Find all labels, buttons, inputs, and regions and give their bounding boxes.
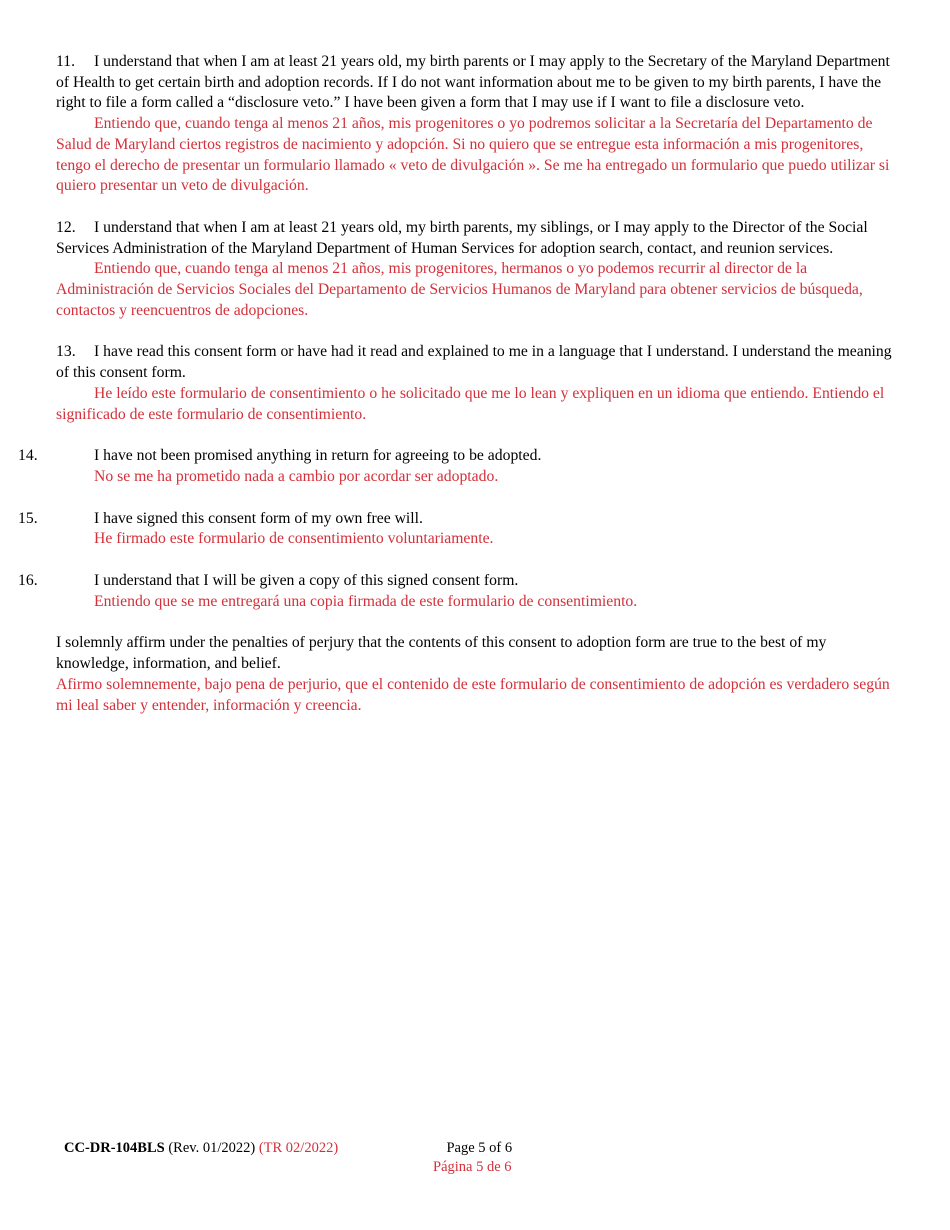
- clause-16-number: 16.: [18, 572, 38, 590]
- affirmation-spanish: Afirmo solemnemente, bajo pena de perjurio, que el contenido de este formulario de consentimiento de adopción es verdadero según mi leal saber y entender, información y creencia.: [56, 675, 890, 714]
- clause-11-english: [56, 52, 892, 114]
- clause-15-english: [18, 509, 892, 530]
- clause-14-english-text: I have not been promised anything in return for agreeing to be adopted.: [94, 447, 542, 465]
- clause-13-spanish: He leído este formulario de consentimiento o he solicitado que me lo lean y expliquen en un idioma que entiendo. Entiendo el significado de este formulario de consentimiento.: [56, 384, 885, 423]
- clause-16-english-text: I understand that I will be given a copy of this signed consent form.: [94, 572, 519, 590]
- clause-15-spanish: He firmado este formulario de consentimiento voluntariamente.: [94, 530, 494, 548]
- clause-13-english-text: I have read this consent form or have had it read and explained to me in a language that I understand. I understand the meaning of this consent form.: [56, 343, 892, 382]
- page-number-spanish: Página 5 de 6: [433, 1158, 512, 1175]
- clause-14-spanish: No se me ha prometido nada a cambio por acordar ser adoptado.: [94, 467, 499, 485]
- clause-12-english: [56, 218, 892, 259]
- clause-11-english-text: I understand that when I am at least 21 years old, my birth parents or I may apply to the Secretary of the Maryland Department of Health to get certain birth and adoption records. If I do not want information about me to be given to my birth parents, I have the right to file a form called a “disclosure veto.” I have been given a form that I may use if I want to file a disclosure veto.: [56, 53, 890, 112]
- clause-11-spanish: Entiendo que, cuando tenga al menos 21 años, mis progenitores o yo podremos solicitar a la Secretaría del Departamento de Salud de Maryland ciertos registros de nacimiento y adopción. Si no quiero que se entregue esta información a mis progenitores, tengo el derecho de presentar un formulario llamado « veto de divulgación ». Se me ha entregado un formulario que puedo utilizar si quiero presentar un veto de divulgación.: [56, 115, 890, 195]
- perjury-affirmation: [56, 633, 892, 716]
- clause-16: [18, 571, 892, 612]
- clause-16-english: [18, 571, 892, 592]
- clause-11-number: 11.: [56, 53, 76, 70]
- clause-14-english: [18, 446, 892, 467]
- clause-12-english-text: I understand that when I am at least 21 years old, my birth parents, my siblings, or I may apply to the Director of the Social Services Administration of the Maryland Department of Human Services for adoption search, contact, and reunion services.: [56, 218, 868, 257]
- translation-revision: (TR 02/2022): [258, 1140, 339, 1156]
- affirmation-english: I solemnly affirm under the penalties of perjury that the contents of this consent to adoption form are true to the best of my knowledge, information, and belief.: [56, 634, 827, 673]
- clause-13-english: [56, 342, 892, 383]
- clause-15-number: 15.: [18, 509, 38, 527]
- clause-14-number: 14.: [18, 447, 38, 465]
- clause-13: [56, 342, 892, 425]
- clause-15: [18, 509, 892, 550]
- clause-12-number: 12.: [56, 218, 76, 236]
- page-number: [433, 1139, 519, 1176]
- clause-15-english-text: I have signed this consent form of my own free will.: [94, 509, 423, 527]
- clause-16-spanish: Entiendo que se me entregará una copia firmada de este formulario de consentimiento.: [94, 592, 638, 610]
- document-body: [18, 52, 892, 716]
- clause-12-spanish: Entiendo que, cuando tenga al menos 21 años, mis progenitores, hermanos o yo podemos recurrir al director de la Administración de Servicios Sociales del Departamento de Servicios Humanos de Maryland para obtener servicios de búsqueda, contactos y reencuentros de adopciones.: [56, 260, 863, 319]
- clause-11: [56, 52, 892, 197]
- clause-14: [18, 446, 892, 487]
- form-code: CC-DR-104BLS: [64, 1140, 165, 1156]
- form-identifier: [64, 1139, 338, 1158]
- form-revision: (Rev. 01/2022): [168, 1140, 256, 1156]
- clause-13-number: 13.: [56, 343, 76, 361]
- page-number-english: Page 5 of 6: [446, 1140, 513, 1156]
- clause-12: [56, 218, 892, 322]
